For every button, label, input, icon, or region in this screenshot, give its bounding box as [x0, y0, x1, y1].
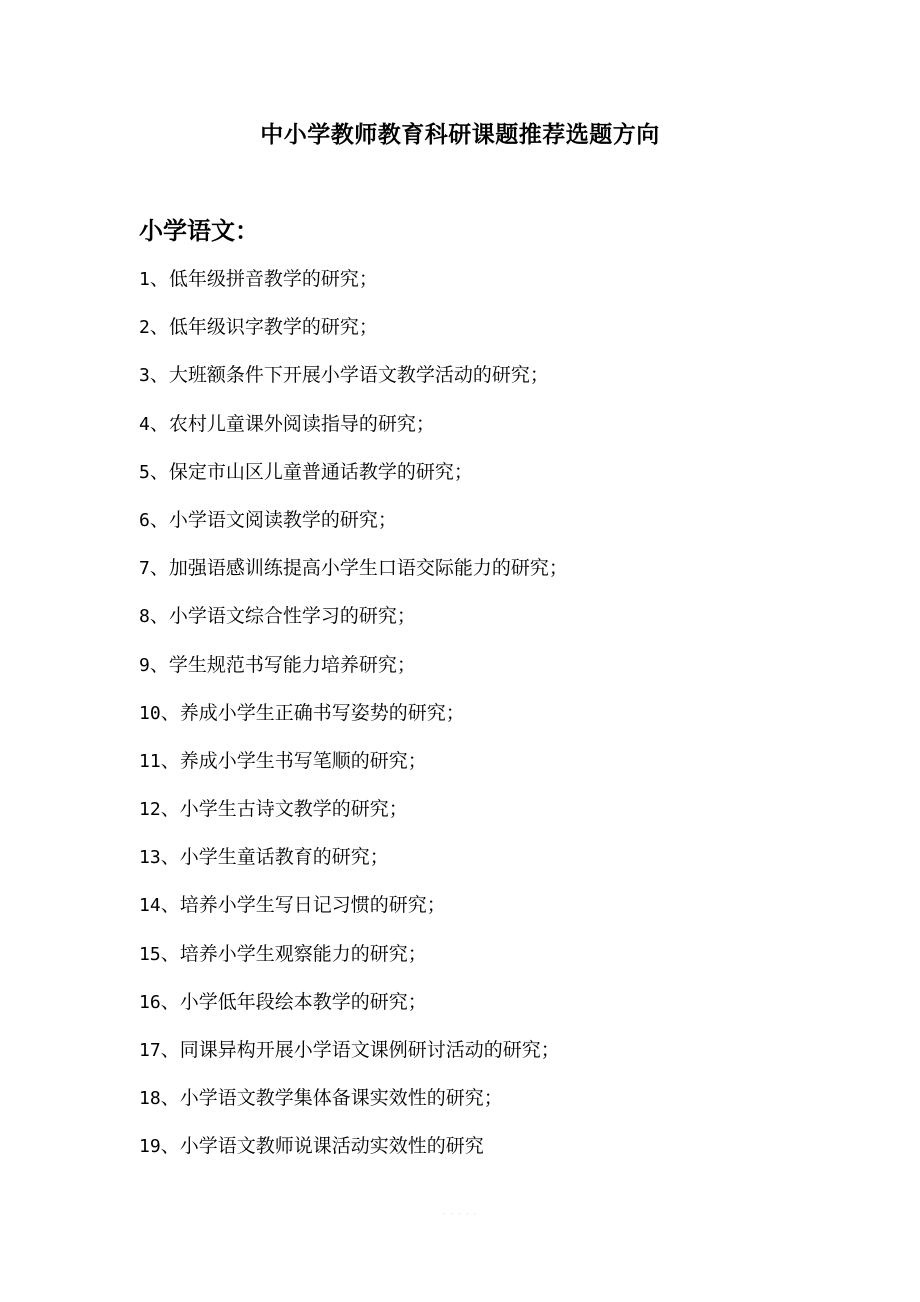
list-item	[139, 648, 859, 696]
topic-text: 、大班额条件下开展小学语文教学活动的研究；	[149, 364, 549, 387]
topic-number: 13	[139, 847, 161, 869]
topic-text: 、养成小学生书写笔顺的研究；	[160, 749, 427, 772]
list-item	[139, 310, 859, 358]
topic-number: 7	[139, 558, 150, 580]
list-item	[139, 358, 859, 406]
topic-number: 15	[139, 943, 161, 965]
list-item	[139, 262, 859, 310]
topic-text: 、小学低年段绘本教学的研究；	[160, 990, 427, 1013]
list-item	[139, 744, 859, 792]
topic-text: 、农村儿童课外阅读指导的研究；	[149, 412, 435, 435]
topic-text: 、学生规范书写能力培养研究；	[149, 653, 416, 676]
topic-text: 、保定市山区儿童普通话教学的研究；	[149, 460, 473, 483]
list-item	[139, 937, 859, 985]
list-item	[139, 792, 859, 840]
topic-list	[139, 262, 859, 1178]
topic-text: 、同课异构开展小学语文课例研讨活动的研究；	[160, 1039, 560, 1061]
list-item	[139, 840, 859, 888]
topic-text: 、小学生古诗文教学的研究；	[160, 798, 408, 821]
list-item	[139, 1081, 859, 1129]
footer-watermark: · · · · ·	[442, 1210, 478, 1220]
topic-number: 3	[139, 365, 150, 387]
list-item	[139, 985, 859, 1033]
list-item	[139, 888, 859, 936]
topic-text: 、小学语文综合性学习的研究；	[149, 605, 416, 628]
list-item	[139, 1129, 859, 1177]
topic-number: 6	[139, 509, 150, 531]
topic-number: 1	[139, 269, 150, 290]
topic-text: 、小学语文阅读教学的研究；	[149, 508, 397, 531]
topic-number: 2	[139, 317, 150, 339]
topic-text: 、低年级拼音教学的研究；	[149, 268, 378, 290]
topic-number: 14	[139, 895, 161, 917]
topic-text: 、小学语文教师说课活动实效性的研究	[160, 1135, 484, 1158]
topic-text: 、小学语文教学集体备课实效性的研究；	[160, 1087, 503, 1110]
topic-text: 、培养小学生观察能力的研究；	[160, 942, 427, 965]
topic-number: 12	[139, 799, 161, 821]
topic-number: 17	[139, 1040, 161, 1061]
list-item	[139, 599, 859, 647]
topic-text: 、培养小学生写日记习惯的研究；	[160, 894, 446, 917]
list-item	[139, 503, 859, 551]
list-item	[139, 455, 859, 503]
topic-number: 19	[139, 1136, 161, 1158]
topic-text: 、养成小学生正确书写姿势的研究；	[160, 701, 465, 724]
topic-number: 18	[139, 1088, 161, 1110]
topic-number: 16	[139, 991, 161, 1013]
document-title: 中小学教师教育科研课题推荐选题方向	[260, 122, 660, 148]
section-heading: 小学语文：	[139, 217, 259, 245]
topic-number: 4	[139, 413, 150, 435]
list-item	[139, 696, 859, 744]
topic-number: 11	[139, 750, 161, 772]
topic-text: 、小学生童话教育的研究；	[160, 846, 389, 869]
topic-number: 8	[139, 606, 150, 628]
list-item	[139, 407, 859, 455]
list-item	[139, 551, 859, 599]
topic-text: 、加强语感训练提高小学生口语交际能力的研究；	[149, 557, 568, 580]
topic-number: 10	[139, 702, 161, 724]
list-item	[139, 1033, 859, 1081]
topic-text: 、低年级识字教学的研究；	[149, 316, 378, 339]
topic-number: 5	[139, 461, 150, 483]
topic-number: 9	[139, 654, 150, 676]
